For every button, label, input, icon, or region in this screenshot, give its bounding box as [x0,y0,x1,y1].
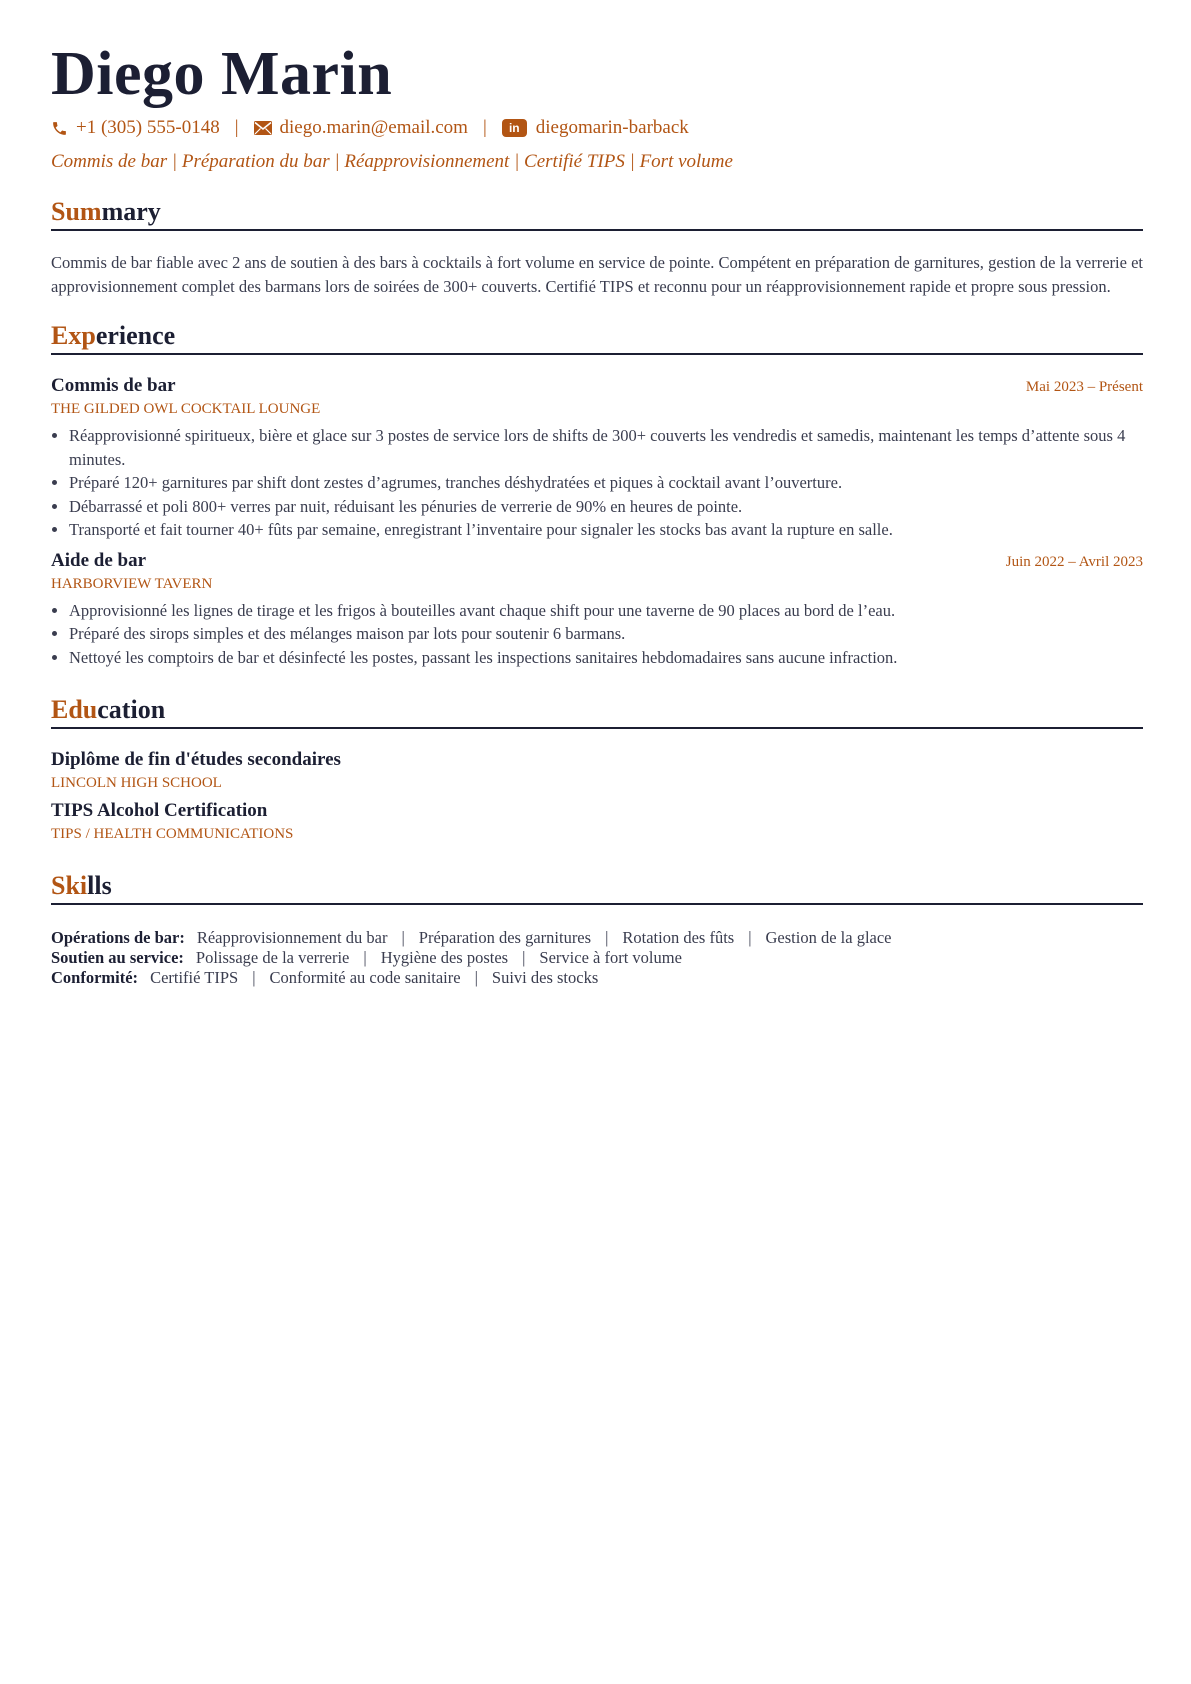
school-name: TIPS / HEALTH COMMUNICATIONS [51,826,294,842]
skill-category: Soutien au service: [51,948,184,967]
phone-number: +1 (305) 555-0148 [76,117,220,138]
job-bullet: • Préparé 120+ garnitures par shift dont zestes d’agrumes, tranches déshydratées et piques à cocktail avant l’ouverture. [69,471,1143,495]
skill-row [51,968,1143,988]
skill-separator: | [474,968,478,987]
skill-category: Conformité: [51,968,139,987]
job-dates: Juin 2022 – Avril 2023 [1005,553,1143,570]
job-entry [51,375,1143,542]
skill-category: Opérations de bar: [51,928,185,947]
degree-title: TIPS Alcohol Certification [51,800,268,821]
job-bullet: • Débarrassé et poli 800+ verres par nuit, réduisant les pénuries de verrerie de 90% en heures de pointe. [69,495,1143,519]
linkedin-icon: in [502,119,527,137]
job-title: Commis de bar [51,375,176,396]
section-title-accent: Sum [51,197,102,226]
job-title: Aide de bar [51,549,146,571]
skill-item: Hygiène des postes [380,948,509,967]
skill-separator: | [605,928,609,947]
education-entry [51,800,1143,843]
skill-separator: | [401,928,405,947]
skill-row [51,928,1143,948]
section-title-skills [51,869,1143,905]
education-entry [51,749,1143,792]
skill-separator: | [252,968,256,987]
skill-item: Polissage de la verrerie [195,948,350,967]
section-title-accent: Ski [51,871,88,900]
skill-separator: | [363,948,367,967]
skill-row [51,948,1143,968]
job-header [51,550,1143,572]
resume-page [51,38,1143,988]
candidate-name [51,38,1143,110]
skill-separator: | [748,928,752,947]
skill-item: Service à fort volume [539,948,682,967]
job-bullet: • Approvisionné les lignes de tirage et les frigos à bouteilles avant chaque shift pour une taverne de 90 places au bord de l’eau. [69,599,1143,623]
job-bullet: • Réapprovisionné spiritueux, bière et glace sur 3 postes de service lors de shifts de 300+ couverts les vendredis et samedis, maintenant les temps d’attente sous 4 minutes. [69,424,1143,471]
section-title-rest: erience [95,321,176,350]
skill-item: Réapprovisionnement du bar [196,928,388,947]
job-entry [51,550,1143,670]
section-title-rest: lls [87,871,112,900]
first-name: Diego [51,40,206,108]
email-address: diego.marin@email.com [279,117,468,138]
skill-item: Suivi des stocks [491,968,599,987]
section-title-experience [51,319,1143,355]
contact-separator: | [234,117,239,138]
contact-line [51,114,1143,142]
skill-item: Certifié TIPS [150,968,239,987]
section-title-accent: Edu [51,695,98,724]
skills-list [51,928,1143,988]
mail-icon [254,121,272,135]
section-title-rest: mary [101,197,161,226]
section-title-education [51,693,1143,729]
last-name: Marin [221,40,393,108]
section-title-rest: cation [97,695,166,724]
job-bullet: • Transporté et fait tourner 40+ fûts par semaine, enregistrant l’inventaire pour signaler les stocks bas avant la rupture en salle. [69,518,1143,542]
job-header [51,375,1143,397]
linkedin-handle: diegomarin-barback [535,117,689,138]
skill-item: Préparation des garnitures [418,928,592,947]
phone-icon [51,120,68,137]
summary-text: Commis de bar fiable avec 2 ans de soutien à des bars à cocktails à fort volume en service de pointe. Compétent en préparation de garnitures, gestion de la verrerie et approvisionnement complet des barmans lors de soirées de 300+ couverts. Certifié TIPS et reconnu pour un réapprovisionnement rapide et propre sous pression. [51,253,1143,296]
phone-contact[interactable] [51,117,220,139]
school-name: LINCOLN HIGH SCHOOL [51,775,222,791]
skill-item: Gestion de la glace [765,928,892,947]
contact-separator: | [482,117,487,138]
job-bullet: • Préparé des sirops simples et des mélanges maison par lots pour soutenir 6 barmans. [69,622,1143,646]
job-company: HARBORVIEW TAVERN [51,575,213,592]
section-title-accent: Exp [51,321,96,350]
job-dates: Mai 2023 – Présent [1025,379,1143,395]
skill-separator: | [522,948,526,967]
degree-title: Diplôme de fin d'études secondaires [51,749,341,770]
email-contact[interactable] [254,117,468,139]
job-bullet: • Nettoyé les comptoirs de bar et désinfecté les postes, passant les inspections sanitaires hebdomadaires sans aucune infraction. [69,646,1143,670]
job-bullets [51,424,1143,542]
headline-tagline: Commis de bar | Préparation du bar | Réapprovisionnement | Certifié TIPS | Fort volume [51,151,733,172]
section-title-summary [51,195,1143,231]
skill-item: Conformité au code sanitaire [269,968,461,987]
skill-item: Rotation des fûts [622,928,735,947]
linkedin-contact[interactable] [502,117,689,139]
job-bullets [51,599,1143,670]
job-company: THE GILDED OWL COCKTAIL LOUNGE [51,401,321,417]
